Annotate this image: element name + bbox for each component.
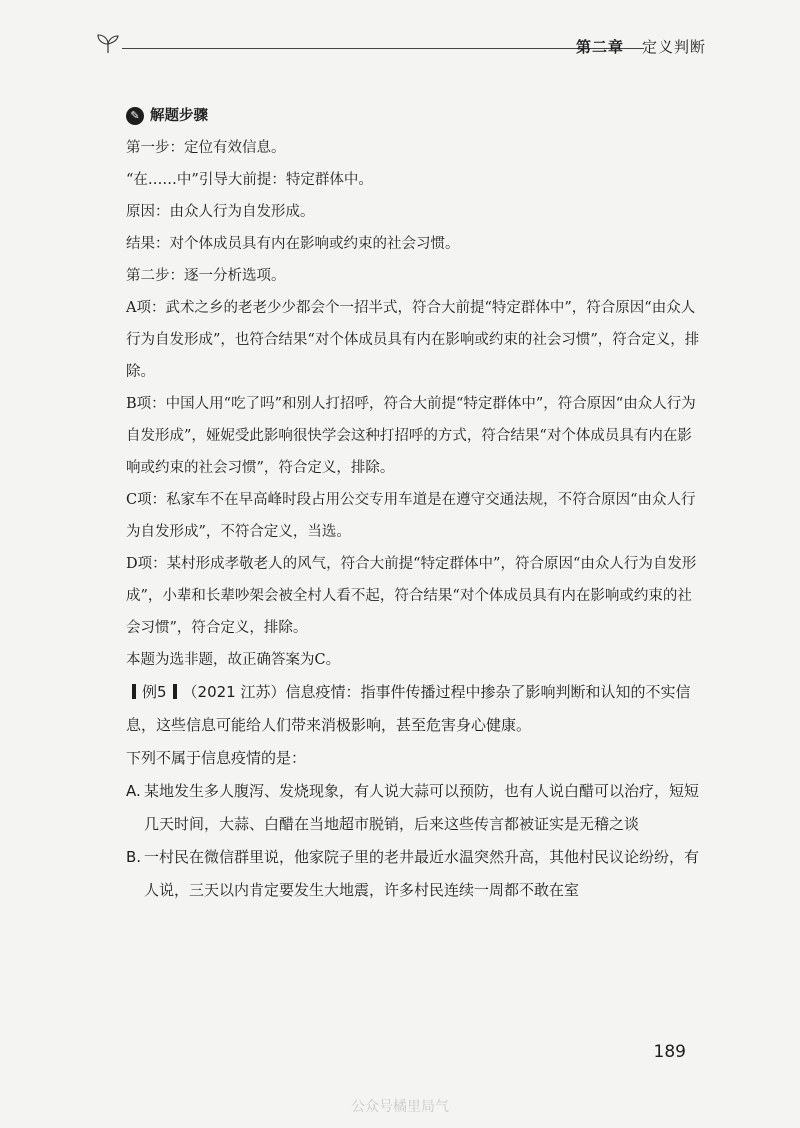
chapter-title: 定义判断 — [641, 38, 706, 56]
example-source: （2021 江苏） — [182, 683, 286, 701]
page-content — [126, 100, 700, 907]
watermark: 公众号橘里局气 — [351, 1099, 449, 1115]
option-letter: A. — [126, 782, 141, 800]
analysis-a: A项：武术之乡的老老少少都会个一招半式，符合大前提“特定群体中”，符合原因“由众人行为自发形成”，也符合结果“对个体成员具有内在影响或约束的社会习惯”，符合定义，排除。 — [126, 300, 700, 380]
option-text: 一村民在微信群里说，他家院子里的老井最近水温突然升高，其他村民议论纷纷，有人说，三天以内肯定要发生大地震，许多村民连续一周都不敢在室 — [144, 848, 700, 899]
option-letter: B. — [126, 848, 142, 866]
steps-heading — [126, 100, 700, 132]
analysis-c: C项：私家车不在早高峰时段占用公交专用车道是在遵守交通法规，不符合原因“由众人行为自发形成”，不符合定义，当选。 — [126, 492, 696, 540]
bracket-left-icon — [132, 684, 136, 699]
option-a — [126, 775, 700, 841]
steps-icon: ✎ — [126, 107, 144, 125]
option-text: 某地发生多人腹泻、发烧现象，有人说大蒜可以预防，也有人说白醋可以治疗，短短几天时间，大蒜、白醋在当地超市脱销，后来这些传言都被证实是无稽之谈 — [144, 782, 700, 833]
example-text: 信息疫情：指事件传播过程中掺杂了影响判断和认知的不实信息，这些信息可能给人们带来消极影响，甚至危害身心健康。 — [126, 683, 691, 734]
answer-conclusion: 本题为选非题，故正确答案为C。 — [126, 652, 341, 668]
example-question: 下列不属于信息疫情的是： — [126, 749, 307, 767]
sprout-icon — [96, 32, 120, 54]
analysis-b: B项：中国人用“吃了吗”和别人打招呼，符合大前提“特定群体中”，符合原因“由众人行为自发形成”，娅妮受此影响很快学会这种打招呼的方式，符合结果“对个体成员具有内在影响或约束的社会习惯”，符合定义，排除。 — [126, 396, 696, 476]
step-line: “在……中”引导大前提：特定群体中。 — [126, 172, 373, 188]
analysis-d: D项：某村形成孝敬老人的风气，符合大前提“特定群体中”，符合原因“由众人行为自发形成”，小辈和长辈吵架会被全村人看不起，符合结果“对个体成员具有内在影响或约束的社会习惯”，符合定义，排除。 — [126, 556, 697, 636]
option-b — [126, 841, 700, 907]
step-line: 原因：由众人行为自发形成。 — [126, 204, 315, 220]
chapter-number: 第二章 — [575, 38, 624, 56]
steps-title: 解题步骤 — [150, 108, 208, 124]
bracket-right-icon — [173, 684, 177, 699]
example-stem — [0, 676, 700, 742]
step-line: 第二步：逐一分析选项。 — [126, 268, 286, 284]
example-label: 例5 — [142, 683, 167, 701]
step-line: 第一步：定位有效信息。 — [126, 140, 286, 156]
step-line: 结果：对个体成员具有内在影响或约束的社会习惯。 — [126, 236, 460, 252]
page-number: 189 — [653, 1042, 686, 1062]
header-rule — [122, 48, 644, 49]
chapter-heading — [576, 36, 706, 57]
page-header — [96, 30, 706, 62]
